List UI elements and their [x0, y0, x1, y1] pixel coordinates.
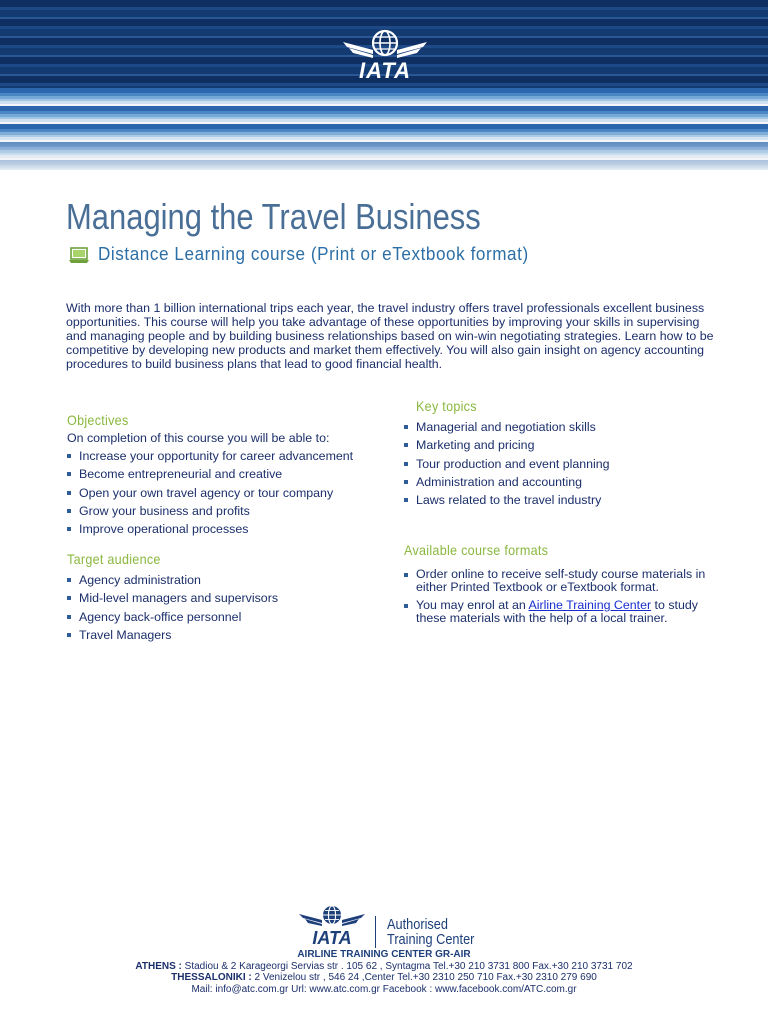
subtitle-row — [68, 244, 551, 265]
athens-label: ATHENS : — [135, 961, 182, 972]
iata-logo — [341, 28, 429, 86]
formats-text-before: You may enrol at an — [416, 598, 529, 612]
globe-wings-icon — [298, 904, 366, 928]
header-stripes — [0, 88, 768, 170]
list-item: Become entrepreneurial and creative — [66, 465, 353, 483]
list-item: Order online to receive self-study course materials in either Printed Textbook or eTextbook format. — [403, 568, 716, 594]
topics-list — [403, 418, 610, 509]
list-item: Increase your opportunity for career advancement — [66, 447, 353, 465]
audience-heading: Target audience — [67, 551, 161, 567]
airline-training-center-link[interactable]: Airline Training Center — [528, 598, 652, 612]
thessaloniki-label: THESSALONIKI : — [171, 972, 252, 983]
subtitle: Distance Learning course (Print or eTextbook format) — [98, 244, 529, 264]
globe-wings-icon — [341, 28, 429, 62]
topics-heading: Key topics — [416, 398, 477, 414]
footer-divider — [375, 916, 376, 948]
list-item: Grow your business and profits — [66, 502, 353, 520]
footer-iata-text: IATA — [312, 928, 352, 948]
objectives-list — [66, 447, 353, 538]
page-title: Managing the Travel Business — [66, 196, 481, 237]
list-item: Administration and accounting — [403, 473, 610, 491]
footer-thessaloniki-line — [0, 972, 768, 984]
header-banner — [0, 0, 768, 170]
list-item — [403, 599, 716, 625]
formats-heading: Available course formats — [404, 542, 549, 558]
objectives-lead: On completion of this course you will be able to: — [67, 431, 330, 445]
footer-contact-line: Mail: info@atc.com.gr Url: www.atc.com.gr Facebook : www.facebook.com/ATC.com.gr — [191, 984, 577, 995]
list-item: Agency back-office personnel — [66, 608, 278, 626]
thessaloniki-address: 2 Venizelou str , 546 24 ,Center Tel.+30 2310 250 710 Fax.+30 2310 279 690 — [251, 972, 597, 983]
formats-list — [403, 568, 716, 630]
list-item: Mid-level managers and supervisors — [66, 589, 278, 607]
athens-address: Stadiou & 2 Karageorgi Servias str . 105 62 , Syntagma Tel.+30 210 3731 800 Fax.+30 210 3731 702 — [181, 961, 633, 972]
laptop-icon — [68, 246, 90, 264]
list-item: Improve operational processes — [66, 520, 353, 538]
authorised-line: Authorised — [387, 916, 448, 933]
intro-paragraph: With more than 1 billion international trips each year, the travel industry offers travel professionals excellent business opportunities. This course will help you take advantage of these opportunities by improving your skills in supervising and managing people and by building business relationships based on win-win negotiating strategies. Learn how to be competitive by developing new products and market them effectively. You will also gain insight on agency accounting procedures to build business plans that lead to good financial health. — [66, 301, 714, 371]
audience-list — [66, 571, 278, 644]
list-item: Agency administration — [66, 571, 278, 589]
list-item: Open your own travel agency or tour company — [66, 484, 353, 502]
iata-logo-text: IATA — [358, 58, 412, 83]
formats-text-after: to study these materials with the help of a local trainer. — [416, 598, 698, 625]
list-item: Travel Managers — [66, 626, 278, 644]
list-item: Managerial and negotiation skills — [403, 418, 610, 436]
list-item: Laws related to the travel industry — [403, 491, 610, 509]
training-center-line: Training Center — [387, 931, 475, 948]
list-item: Tour production and event planning — [403, 455, 610, 473]
authorised-training-center — [387, 917, 474, 947]
list-item: Marketing and pricing — [403, 436, 610, 454]
footer-center-name: AIRLINE TRAINING CENTER GR-AIR — [297, 949, 471, 960]
objectives-heading: Objectives — [67, 412, 129, 428]
footer-logo — [298, 904, 475, 950]
